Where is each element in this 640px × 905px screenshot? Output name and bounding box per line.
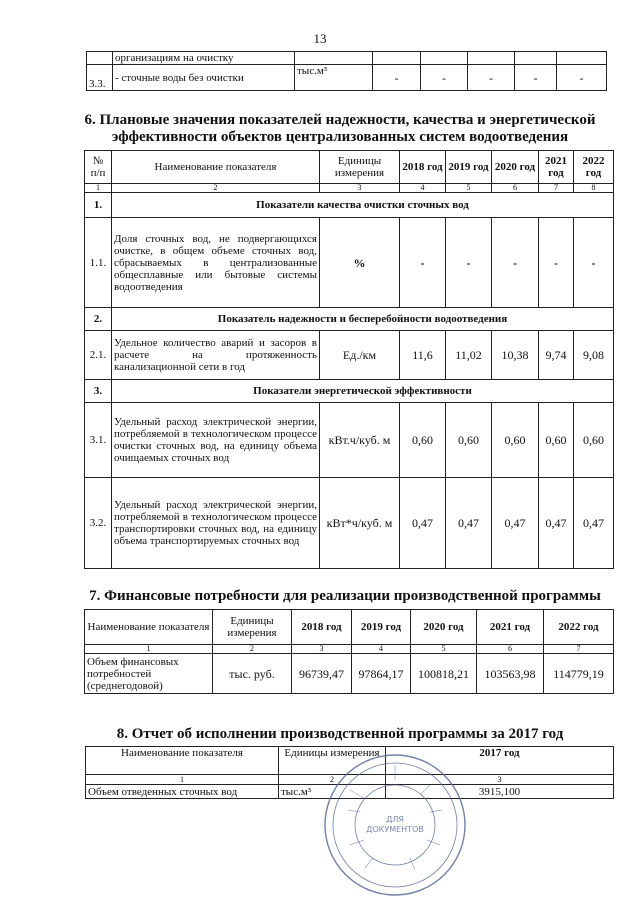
col-index: 2: [213, 645, 292, 654]
group-title: Показатели качества очистки сточных вод: [112, 193, 614, 218]
value-cell: -: [492, 218, 539, 308]
section6-table: [84, 150, 614, 569]
row-name: Объем отведенных сточных вод: [86, 785, 279, 799]
group-row: [85, 193, 614, 218]
group-num: 2.: [85, 308, 112, 331]
header-year: 2021 год: [539, 151, 574, 184]
value-cell: -: [539, 218, 574, 308]
table-row: [85, 403, 614, 478]
header-year: 2022 год: [574, 151, 614, 184]
row-name: Удельный расход электрической энергии, потребляемой в технологическом процессе очистки сточных вод, на единицу объема очищаемых сточных вод: [112, 403, 320, 478]
col-index: 3: [386, 775, 614, 785]
header-name: Наименование показателя: [112, 151, 320, 184]
col-index: 2: [279, 775, 386, 785]
value-cell: 96739,47: [292, 654, 352, 694]
section6-title-line2: эффективности объектов централизованных систем водоотведения: [111, 129, 569, 145]
value-cell: 114779,19: [544, 654, 614, 694]
header-name: Наименование показателя: [86, 747, 279, 775]
table-row: [87, 52, 607, 65]
header-unit: Единицы измерения: [213, 610, 292, 645]
header-year: 2019 год: [352, 610, 411, 645]
index-row: [85, 184, 614, 193]
value-cell: 0,60: [446, 403, 492, 478]
table-row: [85, 478, 614, 569]
header-unit: Единицы измерения: [320, 151, 400, 184]
table-row: [87, 65, 607, 91]
header-year: 2018 год: [400, 151, 446, 184]
row-num: 2.1.: [85, 331, 112, 380]
value-cell: -: [574, 218, 614, 308]
header-year: 2020 год: [492, 151, 539, 184]
value-cell: 3915,100: [386, 785, 614, 799]
group-row: [85, 380, 614, 403]
row-unit: кВт.ч/куб. м: [320, 403, 400, 478]
value-cell: 0,47: [446, 478, 492, 569]
header-row: [85, 610, 614, 645]
section7-title: 7. Финансовые потребности для реализации производственной программы: [89, 588, 601, 604]
col-index: 1: [85, 184, 112, 193]
header-year: 2019 год: [446, 151, 492, 184]
group-title: Показатель надежности и бесперебойности водоотведения: [112, 308, 614, 331]
row-name: - сточные воды без очистки: [113, 65, 295, 91]
col-index: 8: [574, 184, 614, 193]
row-unit: тыс.м³: [279, 785, 386, 799]
value-cell: 11,02: [446, 331, 492, 380]
value-cell: -: [446, 218, 492, 308]
row-num: 3.1.: [85, 403, 112, 478]
header-year: 2017 год: [386, 747, 614, 775]
value-cell: -: [468, 65, 515, 91]
row-name: Удельное количество аварий и засоров в расчете на протяженность канализационной сети в год: [112, 331, 320, 380]
value-cell: 0,47: [574, 478, 614, 569]
value-cell: 0,47: [400, 478, 446, 569]
row-name: Удельный расход электрической энергии, потребляемой в технологическом процессе транспортировки сточных вод, на единицу объема транспортируемых сточных вод: [112, 478, 320, 569]
col-index: 6: [492, 184, 539, 193]
value-cell: -: [515, 65, 557, 91]
header-year: 2021 год: [477, 610, 544, 645]
value-cell: 0,60: [574, 403, 614, 478]
value-cell: -: [400, 218, 446, 308]
row-unit: Ед./км: [320, 331, 400, 380]
value-cell: 0,60: [400, 403, 446, 478]
col-index: 7: [544, 645, 614, 654]
col-index: 6: [477, 645, 544, 654]
value-cell: -: [557, 65, 607, 91]
stamp-text-line1: ДЛЯ: [386, 815, 404, 824]
col-index: 3: [320, 184, 400, 193]
col-index: 2: [112, 184, 320, 193]
col-index: 1: [85, 645, 213, 654]
col-index: 4: [400, 184, 446, 193]
value-cell: 9,08: [574, 331, 614, 380]
col-index: 5: [411, 645, 477, 654]
table-row: [85, 331, 614, 380]
col-index: 7: [539, 184, 574, 193]
row-name: Доля сточных вод, не подвергающихся очистке, в общем объеме сточных вод, сбрасываемых в централизованные общесплавные или бытовые системы водоотведения: [112, 218, 320, 308]
value-cell: 100818,21: [411, 654, 477, 694]
row-unit: тыс.м³: [295, 65, 373, 91]
row-unit: %: [320, 218, 400, 308]
header-year: 2018 год: [292, 610, 352, 645]
value-cell: 0,60: [492, 403, 539, 478]
row-unit: тыс. руб.: [213, 654, 292, 694]
value-cell: 0,60: [539, 403, 574, 478]
row-num: 1.1.: [85, 218, 112, 308]
value-cell: 10,38: [492, 331, 539, 380]
value-cell: -: [373, 65, 421, 91]
col-index: 3: [292, 645, 352, 654]
row-unit: кВт*ч/куб. м: [320, 478, 400, 569]
index-row: [85, 645, 614, 654]
header-name: Наименование показателя: [85, 610, 213, 645]
row-num: 3.2.: [85, 478, 112, 569]
value-cell: 0,47: [492, 478, 539, 569]
row-name: организациям на очистку: [113, 52, 295, 65]
value-cell: 9,74: [539, 331, 574, 380]
header-num: № п/п: [85, 151, 112, 184]
header-row: [85, 151, 614, 184]
value-cell: -: [421, 65, 468, 91]
value-cell: 11,6: [400, 331, 446, 380]
page-number: 13: [313, 31, 327, 46]
value-cell: 97864,17: [352, 654, 411, 694]
stamp-text-line2: ДОКУМЕНТОВ: [366, 825, 424, 834]
group-row: [85, 308, 614, 331]
group-title: Показатели энергетической эффективности: [112, 380, 614, 403]
row-num: 3.3.: [87, 65, 113, 91]
header-year: 2022 год: [544, 610, 614, 645]
value-cell: 103563,98: [477, 654, 544, 694]
top-table: [86, 51, 607, 91]
table-row: [85, 654, 614, 694]
header-unit: Единицы измерения: [279, 747, 386, 775]
section6-title-line1: 6. Плановые значения показателей надежности, качества и энергетической: [84, 112, 596, 128]
col-index: 5: [446, 184, 492, 193]
section8-title: 8. Отчет об исполнении производственной программы за 2017 год: [116, 726, 564, 742]
table-row: [85, 218, 614, 308]
group-num: 1.: [85, 193, 112, 218]
section7-table: [84, 609, 614, 694]
col-index: 4: [352, 645, 411, 654]
header-year: 2020 год: [411, 610, 477, 645]
row-name: Объем финансовых потребностей (среднегодовой): [85, 654, 213, 694]
col-index: 1: [86, 775, 279, 785]
value-cell: 0,47: [539, 478, 574, 569]
group-num: 3.: [85, 380, 112, 403]
official-stamp-seal: [320, 750, 470, 900]
